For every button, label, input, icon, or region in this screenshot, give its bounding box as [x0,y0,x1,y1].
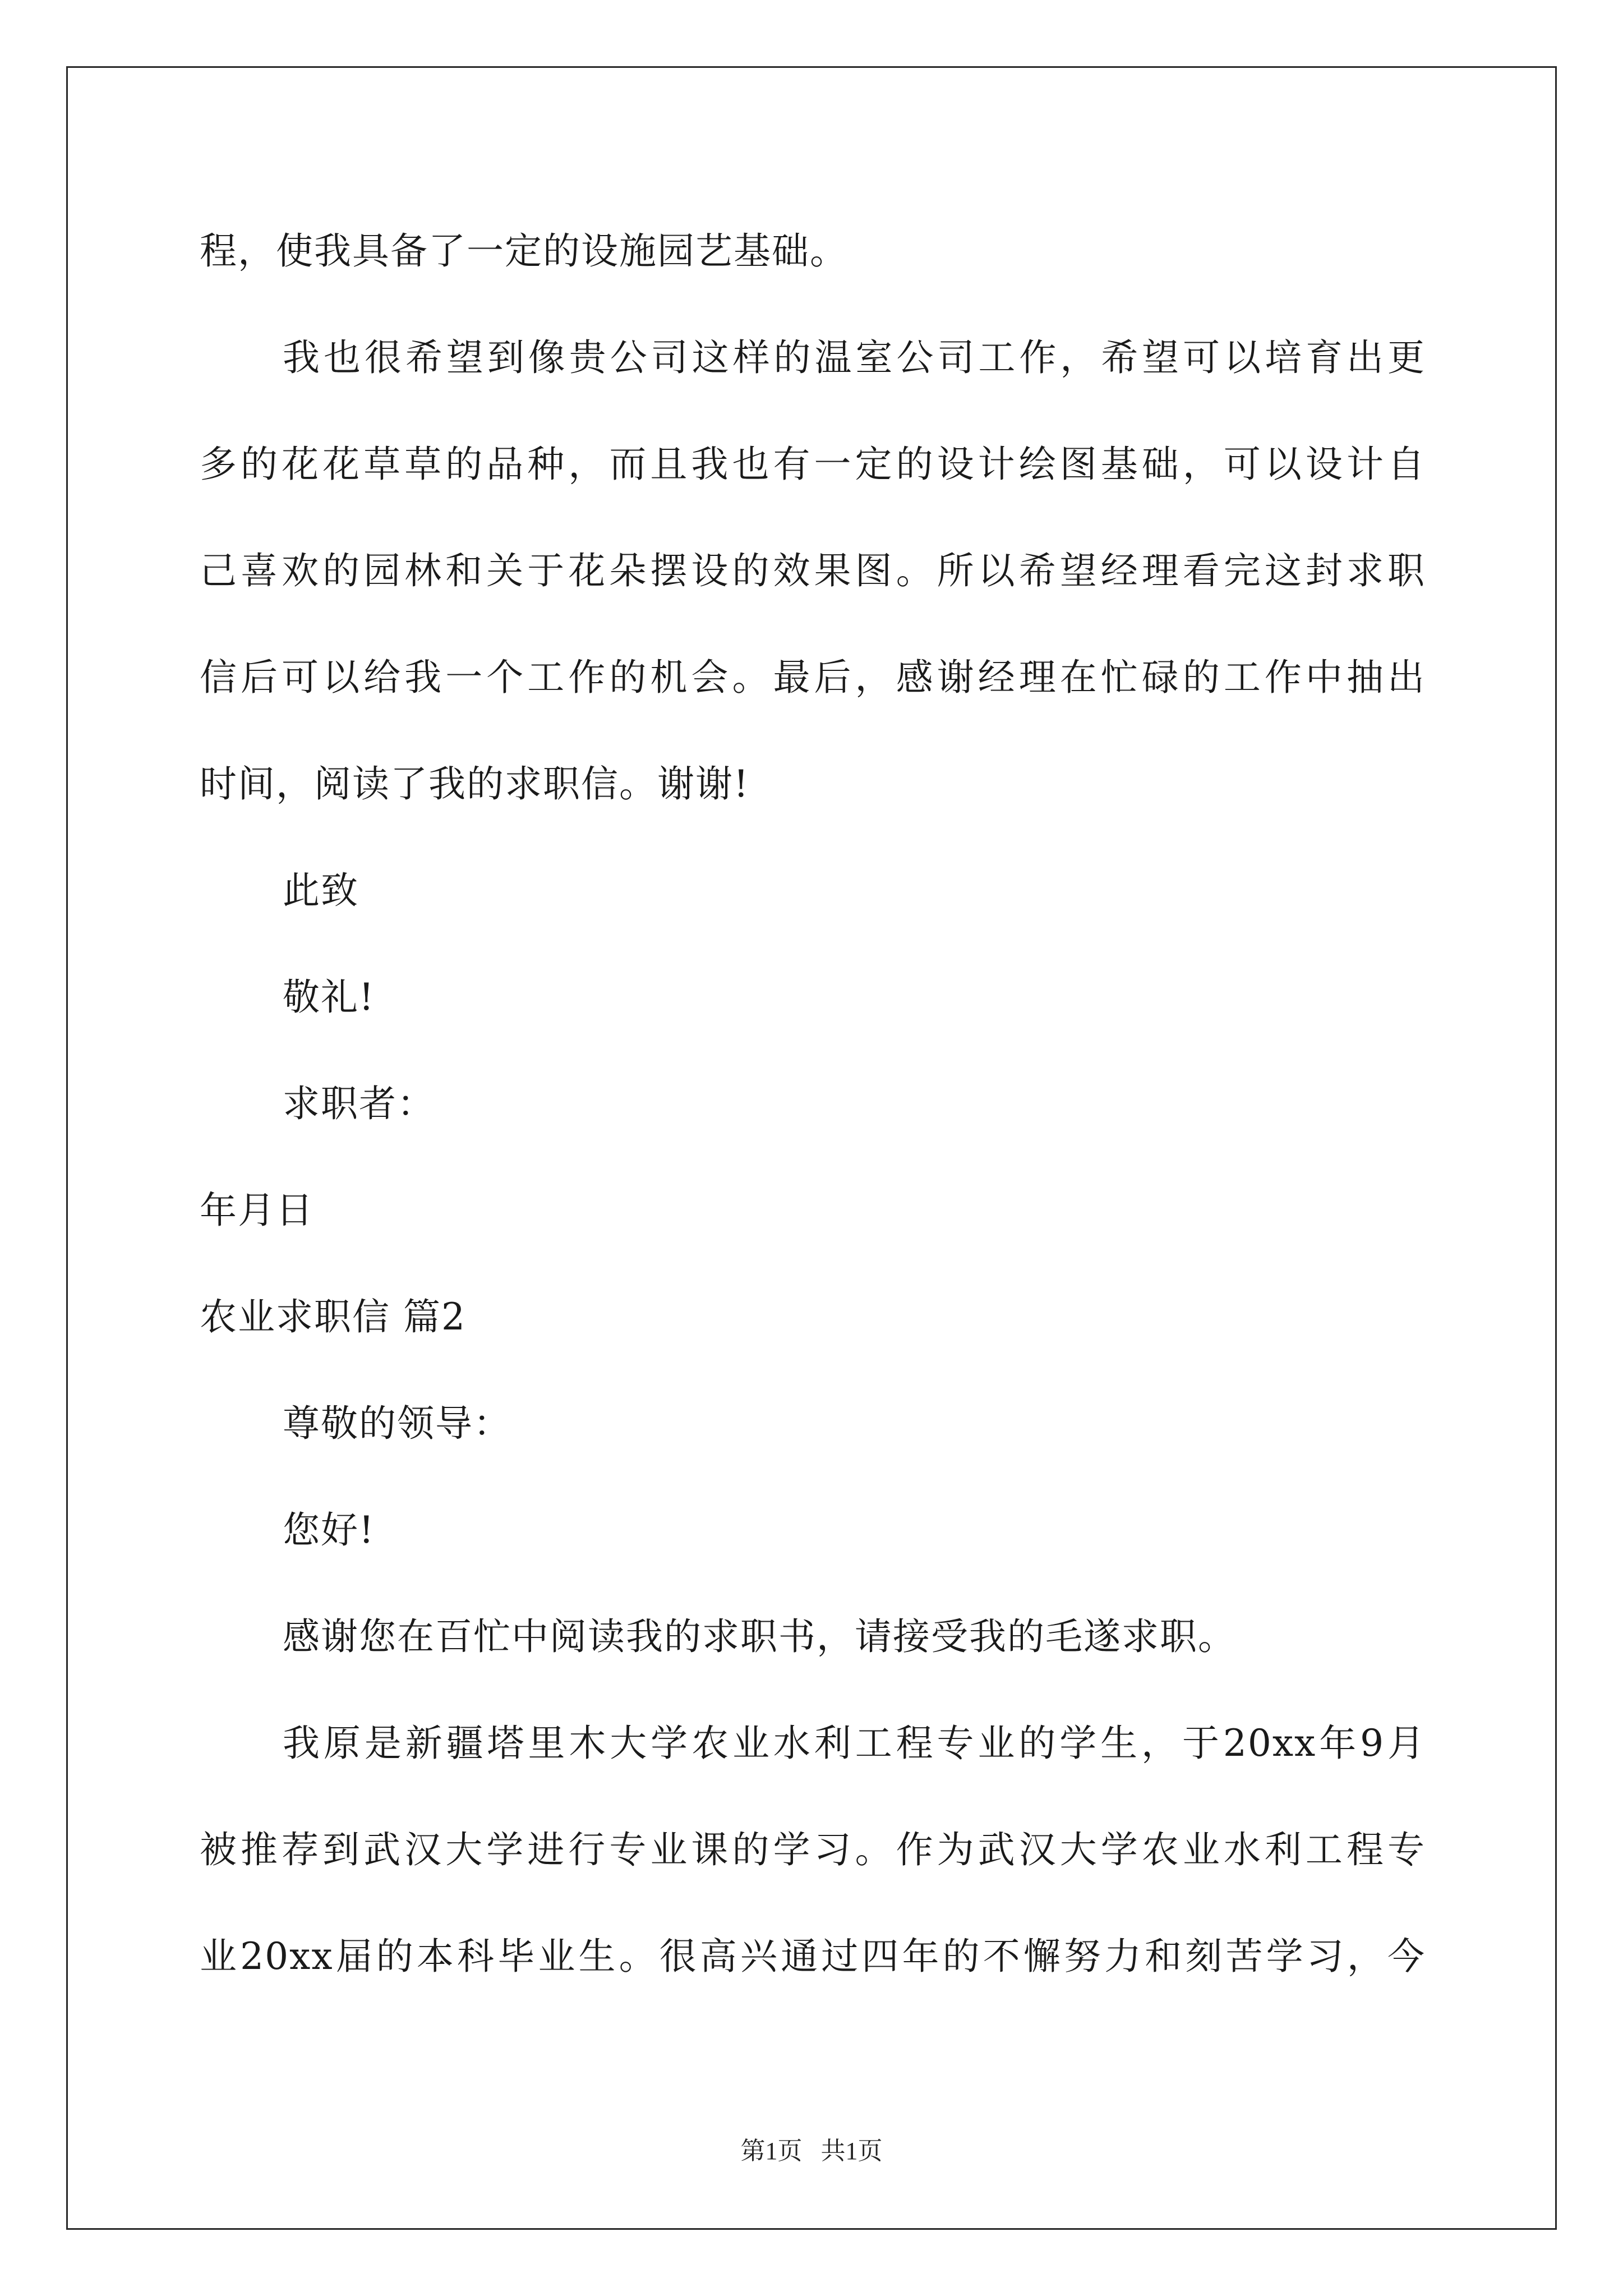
signature-label: 求职者： [283,1082,435,1125]
page-border [66,66,1557,2230]
text-line: 我也很希望到像贵公司这样的温室公司工作，希望可以培育出更 [283,336,1426,379]
greeting-line: 尊敬的领导： [283,1402,511,1445]
text-line: 感谢您在百忙中阅读我的求职书，请接受我的毛遂求职。 [283,1615,1236,1658]
text-line: 信后可以给我一个工作的机会。最后，感谢经理在忙碌的工作中抽出 [200,656,1426,699]
salutation-regards: 敬礼! [283,976,375,1019]
date-label: 年月日 [200,1189,314,1232]
text-line: 业20xx届的本科毕业生。很高兴通过四年的不懈努力和刻苦学习，今 [200,1935,1426,1978]
greeting-hello: 您好! [283,1508,375,1552]
salutation-closing: 此致 [283,869,359,912]
page-number-footer: 第1页 共1页 [740,2137,883,2165]
text-line: 我原是新疆塔里木大学农业水利工程专业的学生，于20xx年9月 [283,1722,1426,1765]
text-line: 己喜欢的园林和关于花朵摆设的效果图。所以希望经理看完这封求职 [200,549,1426,592]
section-heading: 农业求职信 篇2 [200,1295,466,1338]
text-line: 被推荐到武汉大学进行专业课的学习。作为武汉大学农业水利工程专 [200,1828,1426,1871]
text-line: 多的花花草草的品种，而且我也有一定的设计绘图基础，可以设计自 [200,443,1426,486]
text-line: 时间，阅读了我的求职信。谢谢! [200,762,750,806]
text-line: 程，使我具备了一定的设施园艺基础。 [200,229,848,273]
